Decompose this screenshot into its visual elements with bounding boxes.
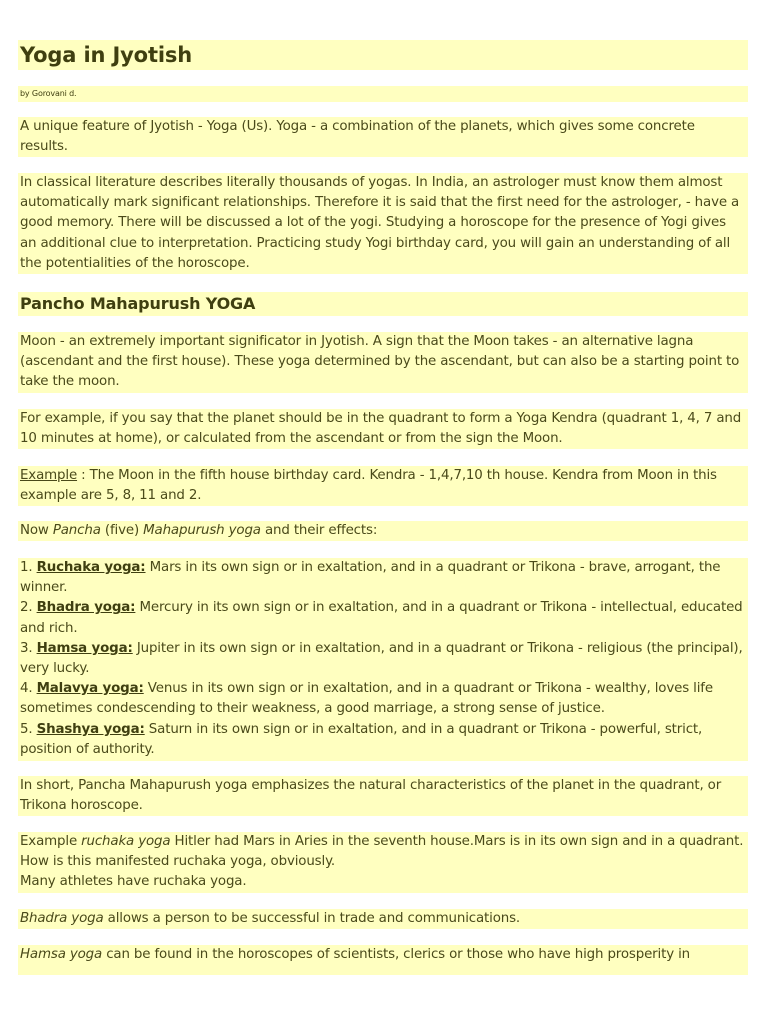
ruchaka-italic: ruchaka yoga bbox=[81, 834, 171, 849]
pancha-term: Pancha bbox=[52, 523, 101, 538]
mahapurush-term: Mahapurush yoga bbox=[143, 523, 261, 538]
malavya-yoga-term: Malavya yoga: bbox=[36, 681, 144, 697]
item-number: 5. bbox=[20, 721, 37, 737]
item-text: Saturn in its own sign or in exaltation, and in a quadrant or Trikona - powerful, strict, position of authority. bbox=[20, 721, 703, 757]
item-number: 1. bbox=[20, 560, 37, 575]
intro-paragraph: A unique feature of Jyotish - Yoga (Us). Yoga - a combination of the planets, which gives some concrete results. bbox=[18, 117, 748, 157]
item-text: Venus in its own sign or in exaltation, and in a quadrant or Trikona - wealthy, loves life sometimes condescending to their weakness, a good marriage, a strong sense of justice. bbox=[20, 681, 713, 717]
item-number: 4. bbox=[20, 681, 37, 697]
item-number: 3. bbox=[20, 640, 37, 656]
moon-paragraph: Moon - an extremely important significator in Jyotish. A sign that the Moon takes - an alternative lagna (ascendant and the first house). These yoga determined by the ascendant, but can also be a starting point to take the moon. bbox=[18, 332, 748, 393]
athletes-line: Many athletes have ruchaka yoga. bbox=[20, 874, 247, 890]
bhadra-italic: Bhadra yoga bbox=[20, 911, 104, 926]
hitler-text: Hitler had Mars in Aries in the seventh house.Mars is in its own sign and in a quadrant. How is this manifested ruchaka yoga, obviously. bbox=[20, 834, 744, 870]
example-text: : The Moon in the fifth house birthday card. Kendra - 1,4,7,10 th house. Kendra from Moon in this example are 5, 8, 11 and 2. bbox=[20, 468, 717, 504]
item-text: Jupiter in its own sign or in exaltation, and in a quadrant or Trikona - religious (the principal), very lucky. bbox=[20, 640, 743, 677]
item-text: Mars in its own sign or in exaltation, and in a quadrant or Trikona - brave, arrogant, the winner. bbox=[20, 560, 721, 596]
shashya-yoga-term: Shashya yoga: bbox=[36, 721, 145, 737]
hitler-example-line bbox=[20, 832, 746, 872]
classical-literature-paragraph: In classical literature describes literally thousands of yogas. In India, an astrologer must know them almost automatically mark significant relationships. Therefore it is said that the first need for the astrologer, - have a good memory. There will be discussed a lot of the yogi. Studying a horoscope for the presence of Yogi gives an additional clue to interpretation. Practicing study Yogi birthday card, you will gain an understanding of all the potentialities of the horoscope. bbox=[18, 173, 748, 274]
page-title: Yoga in Jyotish bbox=[18, 40, 748, 70]
list-item bbox=[20, 639, 746, 679]
hitler-prefix: Example bbox=[20, 834, 82, 849]
hitler-example-paragraph bbox=[18, 832, 748, 893]
now-pancha-paragraph bbox=[18, 521, 748, 541]
list-item bbox=[20, 720, 746, 760]
item-number: 2. bbox=[20, 600, 37, 616]
summary-paragraph: In short, Pancha Mahapurush yoga emphasizes the natural characteristics of the planet in the quadrant, or Trikona horoscope. bbox=[18, 776, 748, 816]
ruchaka-yoga-term: Ruchaka yoga: bbox=[36, 560, 146, 575]
now-suffix: and their effects: bbox=[260, 523, 378, 538]
hamsa-italic: Hamsa yoga bbox=[20, 947, 103, 962]
now-prefix: Now bbox=[20, 523, 53, 538]
now-mid: (five) bbox=[100, 523, 144, 538]
item-text: Mercury in its own sign or in exaltation, and in a quadrant or Trikona - intellectual, educated and rich. bbox=[20, 600, 743, 636]
bhadra-text: allows a person to be successful in trade and communications. bbox=[103, 911, 521, 926]
yoga-list bbox=[18, 558, 748, 761]
example-paragraph bbox=[18, 466, 748, 506]
author-byline: by Gorovani d. bbox=[18, 86, 748, 102]
bhadra-paragraph bbox=[18, 909, 748, 929]
list-item bbox=[20, 558, 746, 598]
list-item bbox=[20, 679, 746, 719]
hamsa-paragraph bbox=[18, 945, 748, 975]
list-item bbox=[20, 598, 746, 638]
section-heading: Pancho Mahapurush YOGA bbox=[18, 292, 748, 316]
kendra-paragraph: For example, if you say that the planet should be in the quadrant to form a Yoga Kendra (quadrant 1, 4, 7 and 10 minutes at home), or calculated from the ascendant or from the sign the Moon. bbox=[18, 409, 748, 449]
example-label: Example bbox=[20, 468, 78, 483]
hamsa-text: can be found in the horoscopes of scientists, clerics or those who have high prosperity in bbox=[102, 947, 690, 962]
hamsa-yoga-term: Hamsa yoga: bbox=[36, 640, 133, 656]
bhadra-yoga-term: Bhadra yoga: bbox=[36, 600, 136, 616]
